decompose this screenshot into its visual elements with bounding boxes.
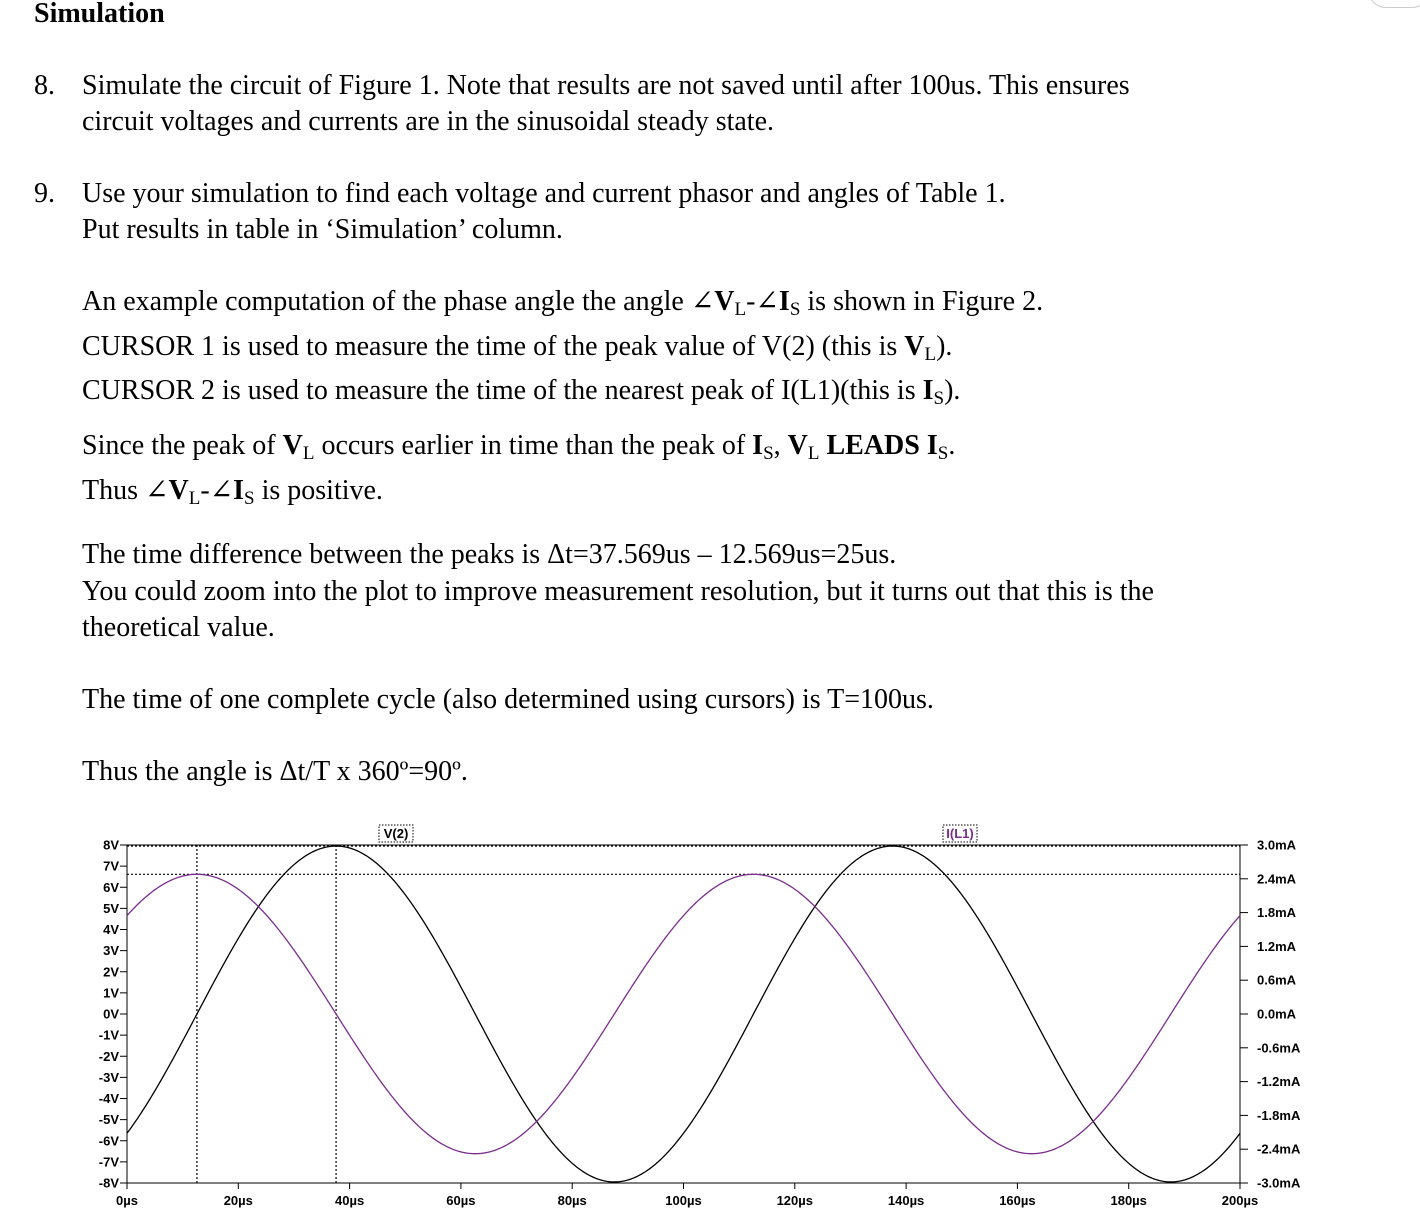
legend-label: V(2)	[383, 826, 409, 841]
difference-line-3: theoretical value.	[82, 612, 275, 643]
right-tick-label: 3.0mA	[1257, 837, 1297, 853]
left-tick-label: 5V	[103, 900, 119, 916]
right-tick-label: -0.6mA	[1257, 1040, 1301, 1056]
series-v2-line	[127, 846, 1240, 1182]
right-tick-label: -1.2mA	[1257, 1074, 1301, 1090]
legend	[379, 825, 977, 842]
since-line-1: Since the peak of $V_L$ occurs earlier in time than the peak of $I_S$, $V_L$ LEADS $I_S$.	[82, 430, 956, 464]
right-axis	[1240, 838, 1301, 1191]
left-tick-label: 1V	[103, 985, 119, 1001]
difference-paragraph	[82, 537, 1154, 647]
x-tick-label: 180µs	[1110, 1193, 1147, 1208]
x-axis	[116, 1183, 1258, 1208]
x-tick-label: 0µs	[116, 1193, 138, 1208]
list-text: circuit voltages and currents are in the sinusoidal steady state.	[82, 106, 775, 137]
left-tick-label: -7V	[98, 1154, 119, 1170]
left-tick-label: 2V	[103, 964, 119, 980]
x-tick-label: 160µs	[999, 1193, 1036, 1208]
series-group	[127, 846, 1240, 1182]
example-paragraph	[82, 284, 1043, 418]
right-tick-label: -2.4mA	[1257, 1141, 1301, 1157]
left-tick-label: -4V	[98, 1091, 119, 1106]
right-tick-label: -3.0mA	[1257, 1175, 1301, 1191]
difference-line-2: You could zoom into the plot to improve measurement resolution, but it turns out that this is the	[82, 575, 1154, 607]
list-text: Use your simulation to find each voltage and current phasor and angles of Table 1.	[82, 178, 1006, 209]
left-axis	[99, 838, 127, 1191]
left-tick-label: -8V	[98, 1175, 119, 1191]
list-text: Put results in table in ‘Simulation’ column.	[82, 214, 563, 245]
left-tick-label: 6V	[103, 879, 119, 895]
cycle-paragraph: The time of one complete cycle (also determined using cursors) is T=100us.	[82, 684, 934, 715]
right-tick-label: 0.0mA	[1257, 1006, 1297, 1022]
right-tick-label: -1.8mA	[1257, 1107, 1301, 1123]
x-tick-label: 40µs	[335, 1193, 365, 1208]
right-tick-label: 0.6mA	[1257, 972, 1297, 988]
left-tick-label: 0V	[103, 1006, 119, 1022]
x-tick-label: 120µs	[776, 1193, 814, 1208]
x-tick-label: 100µs	[665, 1193, 702, 1208]
section-heading: Simulation	[34, 0, 165, 29]
corner-decoration	[1368, 0, 1420, 8]
right-tick-label: 1.8mA	[1257, 905, 1297, 921]
example-line-2: CURSOR 1 is used to measure the time of the peak value of V(2) (this is $V_L$).	[82, 330, 953, 365]
right-tick-label: 2.4mA	[1257, 871, 1297, 887]
left-tick-label: -5V	[98, 1112, 119, 1128]
x-tick-label: 60µs	[446, 1193, 476, 1208]
x-tick-label: 20µs	[223, 1193, 253, 1208]
left-tick-label: -1V	[98, 1027, 119, 1043]
example-line-3: CURSOR 2 is used to measure the time of the nearest peak of I(L1)(this is $I_S$).	[82, 375, 961, 409]
left-tick-label: 4V	[103, 922, 119, 937]
left-tick-label: 7V	[103, 858, 119, 874]
example-line-1: An example computation of the phase angle the angle $\angle V_L-\angle I_S$ is shown in Figure 2.	[82, 286, 1044, 320]
since-paragraph	[82, 428, 955, 517]
difference-line-1: The time difference between the peaks is Δt=37.569us – 12.569us=25us.	[82, 539, 897, 570]
x-tick-label: 80µs	[557, 1193, 587, 1208]
left-tick-label: 3V	[103, 943, 119, 959]
legend-label: I(L1)	[946, 826, 974, 841]
x-tick-label: 200µs	[1221, 1193, 1259, 1208]
since-line-2: Thus $\angle V_L-\angle I_S$ is positive.	[82, 474, 383, 509]
left-tick-label: 8V	[103, 837, 119, 853]
angle-paragraph: Thus the angle is Δt/T x 360º=90º.	[82, 756, 468, 787]
left-tick-label: -2V	[98, 1048, 119, 1064]
list-number: 9.	[34, 178, 55, 209]
list-number: 8.	[34, 70, 55, 101]
left-tick-label: -3V	[98, 1069, 119, 1085]
list-text: Simulate the circuit of Figure 1. Note that results are not saved until after 100us. This ensures	[82, 70, 1130, 101]
simulation-waveform-chart	[0, 815, 1420, 1220]
right-tick-label: 1.2mA	[1257, 938, 1297, 954]
series-il1-line	[127, 874, 1240, 1153]
x-tick-label: 140µs	[887, 1193, 925, 1208]
left-tick-label: -6V	[98, 1133, 119, 1149]
